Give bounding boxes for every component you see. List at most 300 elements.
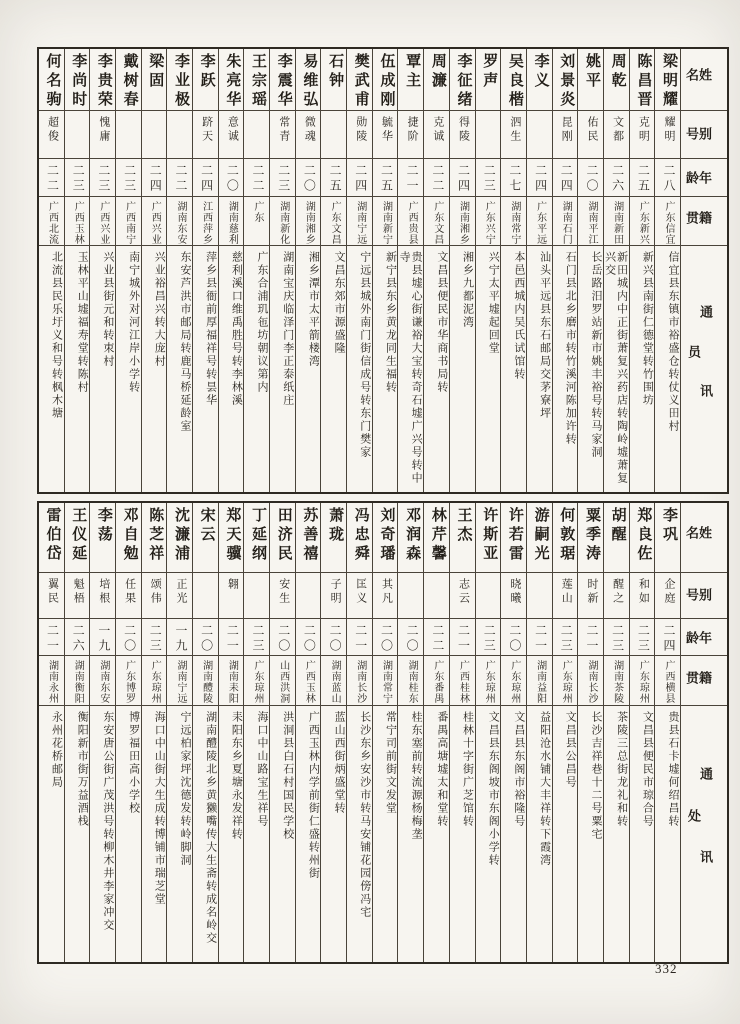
- name-cell: 李震华: [270, 49, 295, 111]
- address-cell: 北流县民乐圩义和号转枫木塘: [50, 251, 63, 420]
- person-column: [527, 503, 553, 962]
- alias-cell: 其凡: [373, 573, 398, 619]
- page-number: 332: [655, 961, 678, 976]
- alias-cell: 任果: [116, 573, 141, 619]
- address-cell: 兴业县街元和转朿村: [101, 251, 114, 368]
- address-cell: 长沙吉祥巷十二号粟宅: [589, 711, 602, 841]
- name-cell: 吴良楷: [501, 49, 526, 111]
- age-cell: 一九: [167, 619, 192, 656]
- origin-cell: 湖南茶陵: [604, 656, 629, 706]
- person-column: [296, 503, 322, 962]
- header-address-label: 通讯员: [686, 305, 713, 463]
- name-cell: 周乾: [604, 49, 629, 111]
- address-cell: 桂东塞前转流源杨梅垄: [410, 711, 423, 841]
- alias-cell: 常青: [270, 111, 295, 159]
- person-column: [527, 49, 553, 492]
- origin-cell: 广东琼州: [501, 656, 526, 706]
- age-cell: 二三: [244, 619, 269, 656]
- address-cell: 信宜县东镇市裕盛仓转仗义田村: [667, 251, 679, 433]
- address-cell: 萍乡县衙前厚福祥号转昙华: [204, 251, 217, 407]
- address-cell: 湖南宝庆临泽门李正泰纸庄: [281, 251, 294, 407]
- person-column: [244, 503, 270, 962]
- header-column: [681, 49, 727, 492]
- origin-cell: 江西萍乡: [193, 197, 218, 246]
- person-column: [501, 503, 527, 962]
- roster-table-bottom: [37, 501, 729, 964]
- name-cell: 易维弘: [296, 49, 321, 111]
- origin-cell: 广西横县: [655, 656, 680, 706]
- age-cell: 二〇: [116, 619, 141, 656]
- name-cell: 许斯亚: [476, 503, 501, 573]
- person-column: [270, 49, 296, 492]
- name-cell: 刘景炎: [553, 49, 578, 111]
- age-cell: 二三: [630, 619, 655, 656]
- alias-cell: 企庭: [655, 573, 680, 619]
- address-cell: 宁远柏家坪沈德发转岭脚洞: [178, 711, 191, 867]
- age-cell: 二〇: [219, 159, 244, 197]
- origin-cell: 湖南湘乡: [296, 197, 321, 246]
- address-cell: 耒阳东乡夏塘永发祥转: [230, 711, 243, 841]
- name-cell: 邓润森: [398, 503, 423, 573]
- origin-cell: 湖南益阳: [527, 656, 552, 706]
- name-cell: 郑良佐: [630, 503, 655, 573]
- age-cell: 二四: [553, 159, 578, 197]
- age-cell: 二一: [219, 619, 244, 656]
- alias-cell: [65, 111, 90, 159]
- name-cell: 李贵荣: [90, 49, 115, 111]
- person-column: [244, 49, 270, 492]
- person-column: [116, 503, 142, 962]
- address-cell: 文昌县便民市琼合号: [641, 711, 654, 828]
- origin-cell: 湖南湘乡: [450, 197, 475, 246]
- name-cell: 沈濂浦: [167, 503, 192, 573]
- origin-cell: 湖南新宁: [373, 197, 398, 246]
- address-cell: 本邑西城内吴氏试馆转: [512, 251, 525, 381]
- name-cell: 许若雷: [501, 503, 526, 573]
- age-cell: 二四: [347, 159, 372, 197]
- age-cell: 二二: [424, 619, 449, 656]
- address-cell: 长沙东乡安沙市转马安铺花园傍冯宅: [358, 711, 371, 919]
- name-cell: 田济民: [270, 503, 295, 573]
- alias-cell: 匡义: [347, 573, 372, 619]
- address-cell: 长岳路汨罗站新市姚丰裕号转马家洞: [589, 251, 602, 459]
- age-cell: 二五: [321, 159, 346, 197]
- name-cell: 粟季涛: [578, 503, 603, 573]
- origin-cell: 湖南醴陵: [193, 656, 218, 706]
- header-name-label: 姓名: [681, 503, 727, 573]
- address-cell: 常宁司前街文发堂: [384, 711, 397, 815]
- name-cell: 王杰: [450, 503, 475, 573]
- age-cell: 二〇: [296, 159, 321, 197]
- name-cell: 朱亮华: [219, 49, 244, 111]
- person-column: [90, 503, 116, 962]
- name-cell: 王宗瑶: [244, 49, 269, 111]
- name-cell: 伍成刚: [373, 49, 398, 111]
- name-cell: 邓自勉: [116, 503, 141, 573]
- name-cell: 陈昌晋: [630, 49, 655, 111]
- name-cell: 苏善禧: [296, 503, 321, 573]
- origin-cell: 湖南蓝山: [321, 656, 346, 706]
- age-cell: 二四: [655, 619, 680, 656]
- origin-cell: 广东新兴: [630, 197, 655, 246]
- alias-cell: 醒之: [604, 573, 629, 619]
- age-cell: 二三: [604, 619, 629, 656]
- name-cell: 梁明耀: [655, 49, 680, 111]
- age-cell: 二六: [65, 619, 90, 656]
- age-cell: 二三: [142, 619, 167, 656]
- origin-cell: 广西北流: [39, 197, 64, 246]
- address-cell: 贵县墟心街谦裕大宝转奇石墟广兴号转中寺: [398, 251, 423, 485]
- name-cell: 石钟: [321, 49, 346, 111]
- age-cell: 二三: [65, 159, 90, 197]
- age-cell: 二六: [604, 159, 629, 197]
- person-column: [373, 503, 399, 962]
- origin-cell: 广西南宁: [116, 197, 141, 246]
- address-cell: 番禺高塘墟太和堂转: [435, 711, 448, 828]
- person-column: [476, 49, 502, 492]
- alias-cell: [167, 111, 192, 159]
- address-cell: 新兴县南街仁德堂转竹围坊: [641, 251, 654, 407]
- name-cell: 梁固: [142, 49, 167, 111]
- name-cell: 姚平: [578, 49, 603, 111]
- alias-cell: 微魂: [296, 111, 321, 159]
- address-cell: 茶陵三总街龙礼和转: [615, 711, 628, 828]
- age-cell: 二〇: [373, 619, 398, 656]
- name-cell: 陈芝祥: [142, 503, 167, 573]
- address-cell: 玉林平山墟福寿堂转陈村: [76, 251, 89, 394]
- origin-cell: 湖南新田: [604, 197, 629, 246]
- header-alias-label: 别号: [681, 111, 727, 159]
- alias-cell: 魁梧: [65, 573, 90, 619]
- age-cell: 二七: [501, 159, 526, 197]
- person-column: [578, 503, 604, 962]
- address-cell: 湘乡九都泥湾: [461, 251, 474, 329]
- address-cell: 广东合浦玑㐌坊朝议第内: [256, 251, 268, 394]
- age-cell: 二二: [39, 159, 64, 197]
- alias-cell: 志云: [450, 573, 475, 619]
- person-column: [450, 49, 476, 492]
- address-cell: 汕头平远县东石邮局交茅寮坪: [538, 251, 551, 420]
- alias-cell: 捷阶: [398, 111, 423, 159]
- header-origin-label: 籍贯: [681, 197, 727, 246]
- origin-cell: 广东番禺: [424, 656, 449, 706]
- header-alias-label: 别号: [681, 573, 727, 619]
- alias-cell: 文都: [604, 111, 629, 159]
- alias-cell: 安生: [270, 573, 295, 619]
- age-cell: 二一: [578, 619, 603, 656]
- alias-cell: [527, 111, 552, 159]
- person-column: [630, 503, 656, 962]
- age-cell: 二三: [116, 159, 141, 197]
- origin-cell: 湖南耒阳: [219, 656, 244, 706]
- origin-cell: 广东琼州: [630, 656, 655, 706]
- person-column: [373, 49, 399, 492]
- person-column: [450, 503, 476, 962]
- person-column: [604, 503, 630, 962]
- origin-cell: 湖南宁远: [167, 656, 192, 706]
- alias-cell: [116, 111, 141, 159]
- person-column: [604, 49, 630, 492]
- alias-cell: 晓曦: [501, 573, 526, 619]
- age-cell: 二四: [193, 159, 218, 197]
- age-cell: 一九: [90, 619, 115, 656]
- name-cell: 李尚时: [65, 49, 90, 111]
- age-cell: 二〇: [296, 619, 321, 656]
- person-column: [296, 49, 322, 492]
- alias-cell: [244, 111, 269, 159]
- alias-cell: [476, 573, 501, 619]
- name-cell: 胡醒: [604, 503, 629, 573]
- origin-cell: 广西玉林: [296, 656, 321, 706]
- address-cell: 桂林十字街广芝馆转: [461, 711, 474, 828]
- header-age-label: 年龄: [681, 159, 727, 197]
- person-column: [116, 49, 142, 492]
- alias-cell: 克诚: [424, 111, 449, 159]
- age-cell: 二〇: [501, 619, 526, 656]
- alias-cell: 佑民: [578, 111, 603, 159]
- address-cell: 蓝山西街炳盛堂转: [333, 711, 346, 815]
- origin-cell: 广东琼州: [553, 656, 578, 706]
- person-column: [39, 49, 65, 492]
- address-cell: 海口中山街大生成转博铺市瑞芝堂: [153, 711, 166, 906]
- origin-cell: 湖南东安: [167, 197, 192, 246]
- origin-cell: 湖南石门: [553, 197, 578, 246]
- origin-cell: 广东信宜: [655, 197, 680, 246]
- alias-cell: [244, 573, 269, 619]
- origin-cell: 广西玉林: [65, 197, 90, 246]
- header-age-label: 年龄: [681, 619, 727, 656]
- name-cell: 樊武甫: [347, 49, 372, 111]
- origin-cell: 湖南常宁: [501, 197, 526, 246]
- age-cell: 二〇: [321, 619, 346, 656]
- address-cell: 兴业裕昌兴转大庞村: [153, 251, 166, 368]
- name-cell: 覃主: [398, 49, 423, 111]
- name-cell: 李征绪: [450, 49, 475, 111]
- origin-cell: 湖南桂东: [398, 656, 423, 706]
- address-cell: 贵县石卡墟何绍昌转: [667, 711, 679, 828]
- name-cell: 丁延纲: [244, 503, 269, 573]
- origin-cell: 广东博罗: [116, 656, 141, 706]
- name-cell: 李跃: [193, 49, 218, 111]
- age-cell: 二四: [142, 159, 167, 197]
- age-cell: 二一: [39, 619, 64, 656]
- address-cell: 永州花桥邮局: [50, 711, 63, 789]
- header-name-label: 姓名: [681, 49, 727, 111]
- person-column: [553, 503, 579, 962]
- alias-cell: 勋陵: [347, 111, 372, 159]
- age-cell: 二〇: [398, 619, 423, 656]
- alias-cell: 跻天: [193, 111, 218, 159]
- address-cell: 文昌东郊市源盛隆: [333, 251, 346, 355]
- origin-cell: 湖南宁远: [347, 197, 372, 246]
- alias-cell: [424, 573, 449, 619]
- age-cell: 二一: [450, 619, 475, 656]
- person-column: [219, 503, 245, 962]
- address-cell: 文昌县东阁坡市东阁小学转: [487, 711, 500, 867]
- origin-cell: 广东文昌: [424, 197, 449, 246]
- address-cell: 新宁县东乡黄龙同生福转: [384, 251, 397, 394]
- alias-cell: [142, 111, 167, 159]
- person-column: [578, 49, 604, 492]
- alias-cell: 颂伟: [142, 573, 167, 619]
- address-cell: 南宁城外对河江岸小学转: [127, 251, 140, 394]
- age-cell: 二五: [630, 159, 655, 197]
- address-cell: 博罗福田高小学校: [127, 711, 140, 815]
- name-cell: 郑天骥: [219, 503, 244, 573]
- age-cell: 二〇: [193, 619, 218, 656]
- name-cell: 戴树春: [116, 49, 141, 111]
- person-column: [219, 49, 245, 492]
- origin-cell: 广西兴业: [142, 197, 167, 246]
- age-cell: 二一: [347, 619, 372, 656]
- person-column: [347, 49, 373, 492]
- person-column: [630, 49, 656, 492]
- alias-cell: [193, 573, 218, 619]
- alias-cell: 培根: [90, 573, 115, 619]
- address-cell: 宁远县城外南门街信成号转东门樊家: [358, 251, 371, 459]
- age-cell: 二四: [527, 159, 552, 197]
- person-column: [501, 49, 527, 492]
- origin-cell: 湖南长沙: [578, 656, 603, 706]
- origin-cell: 广东兴宁: [476, 197, 501, 246]
- origin-cell: 广东平远: [527, 197, 552, 246]
- name-cell: 萧珑: [321, 503, 346, 573]
- age-cell: 二三: [476, 619, 501, 656]
- alias-cell: 愧庸: [90, 111, 115, 159]
- alias-cell: 克明: [630, 111, 655, 159]
- address-cell: 兴宁太平墟起回堂: [487, 251, 500, 355]
- age-cell: 二二: [167, 159, 192, 197]
- age-cell: 二一: [398, 159, 423, 197]
- person-column: [476, 503, 502, 962]
- alias-cell: 昆刚: [553, 111, 578, 159]
- person-column: [193, 503, 219, 962]
- alias-cell: 得陵: [450, 111, 475, 159]
- person-column: [398, 503, 424, 962]
- address-cell: 慈利溪口维禹胜号转李林溪: [230, 251, 243, 407]
- name-cell: 游嗣光: [527, 503, 552, 573]
- age-cell: 二二: [424, 159, 449, 197]
- person-column: [321, 49, 347, 492]
- person-column: [655, 49, 681, 492]
- address-cell: 洪洞县白石村国民学校: [281, 711, 294, 841]
- origin-cell: 广东文昌: [321, 197, 346, 246]
- address-cell: 文昌县便民市华商书局转: [435, 251, 448, 394]
- name-cell: 王仪延: [65, 503, 90, 573]
- address-cell: 文昌县公昌号: [564, 711, 577, 789]
- name-cell: 李巩: [655, 503, 680, 573]
- address-cell: 东安唐公街广茂洪号转柳木井李家冲交: [101, 711, 114, 932]
- person-column: [167, 503, 193, 962]
- age-cell: 二三: [270, 159, 295, 197]
- alias-cell: [398, 573, 423, 619]
- address-cell: 益阳沧水铺大丰祥转下霞湾: [538, 711, 551, 867]
- alias-cell: 子明: [321, 573, 346, 619]
- person-column: [321, 503, 347, 962]
- alias-cell: [296, 573, 321, 619]
- header-origin-label: 籍贯: [681, 656, 727, 706]
- address-cell: 文昌县东阁市裕隆号: [512, 711, 525, 828]
- age-cell: 二二: [244, 159, 269, 197]
- name-cell: 雷伯岱: [39, 503, 64, 573]
- address-cell: 海口中山路宝生祥号: [256, 711, 268, 828]
- origin-cell: 广西兴业: [90, 197, 115, 246]
- alias-cell: 翱: [219, 573, 244, 619]
- alias-cell: 泗生: [501, 111, 526, 159]
- alias-cell: 毓华: [373, 111, 398, 159]
- origin-cell: 湖南永州: [39, 656, 64, 706]
- name-cell: 何名驹: [39, 49, 64, 111]
- alias-cell: [476, 111, 501, 159]
- alias-cell: 和如: [630, 573, 655, 619]
- origin-cell: 广东琼州: [244, 656, 269, 706]
- name-cell: 何敦琚: [553, 503, 578, 573]
- age-cell: 二一: [527, 619, 552, 656]
- alias-cell: [321, 111, 346, 159]
- person-column: [655, 503, 681, 962]
- address-cell: 湖南醴陵北乡黄獭嘴传大生斋转成名岭交: [204, 711, 217, 945]
- address-cell: 湘乡潭市太平箭楼湾: [307, 251, 320, 368]
- age-cell: 二三: [553, 619, 578, 656]
- alias-cell: 耀明: [655, 111, 680, 159]
- age-cell: 二八: [655, 159, 680, 197]
- alias-cell: 意诚: [219, 111, 244, 159]
- header-address-label: 通讯处: [686, 767, 713, 933]
- origin-cell: 湖南长沙: [347, 656, 372, 706]
- person-column: [142, 49, 168, 492]
- origin-cell: 广西贵县: [398, 197, 423, 246]
- address-cell: 新田城内中正街萧复兴药店转陶岭墟萧复兴交: [603, 251, 628, 485]
- origin-cell: 广西桂林: [450, 656, 475, 706]
- alias-cell: 翼民: [39, 573, 64, 619]
- person-column: [65, 49, 91, 492]
- origin-cell: 湖南东安: [90, 656, 115, 706]
- name-cell: 宋云: [193, 503, 218, 573]
- name-cell: 林芹馨: [424, 503, 449, 573]
- origin-cell: 广东: [244, 197, 269, 246]
- age-cell: 二三: [90, 159, 115, 197]
- person-column: [90, 49, 116, 492]
- person-column: [398, 49, 424, 492]
- origin-cell: 湖南衡阳: [65, 656, 90, 706]
- address-cell: 广西玉林内学前街仁盛转州街: [307, 711, 320, 880]
- person-column: [65, 503, 91, 962]
- header-column: [681, 503, 727, 962]
- person-column: [193, 49, 219, 492]
- person-column: [347, 503, 373, 962]
- origin-cell: 山西洪洞: [270, 656, 295, 706]
- age-cell: 二三: [476, 159, 501, 197]
- person-column: [270, 503, 296, 962]
- alias-cell: 正光: [167, 573, 192, 619]
- origin-cell: 湖南新化: [270, 197, 295, 246]
- person-column: [424, 503, 450, 962]
- address-cell: 衡阳新市街万益酒栈: [76, 711, 89, 828]
- age-cell: 二五: [373, 159, 398, 197]
- alias-cell: 莲山: [553, 573, 578, 619]
- age-cell: 二〇: [270, 619, 295, 656]
- name-cell: 冯忠舜: [347, 503, 372, 573]
- address-cell: 东安芦洪市邮局转鹿马桥延龄室: [178, 251, 191, 433]
- person-column: [142, 503, 168, 962]
- age-cell: 二〇: [578, 159, 603, 197]
- person-column: [553, 49, 579, 492]
- origin-cell: 广东琼州: [142, 656, 167, 706]
- alias-cell: [527, 573, 552, 619]
- name-cell: 李义: [527, 49, 552, 111]
- person-column: [167, 49, 193, 492]
- person-column: [39, 503, 65, 962]
